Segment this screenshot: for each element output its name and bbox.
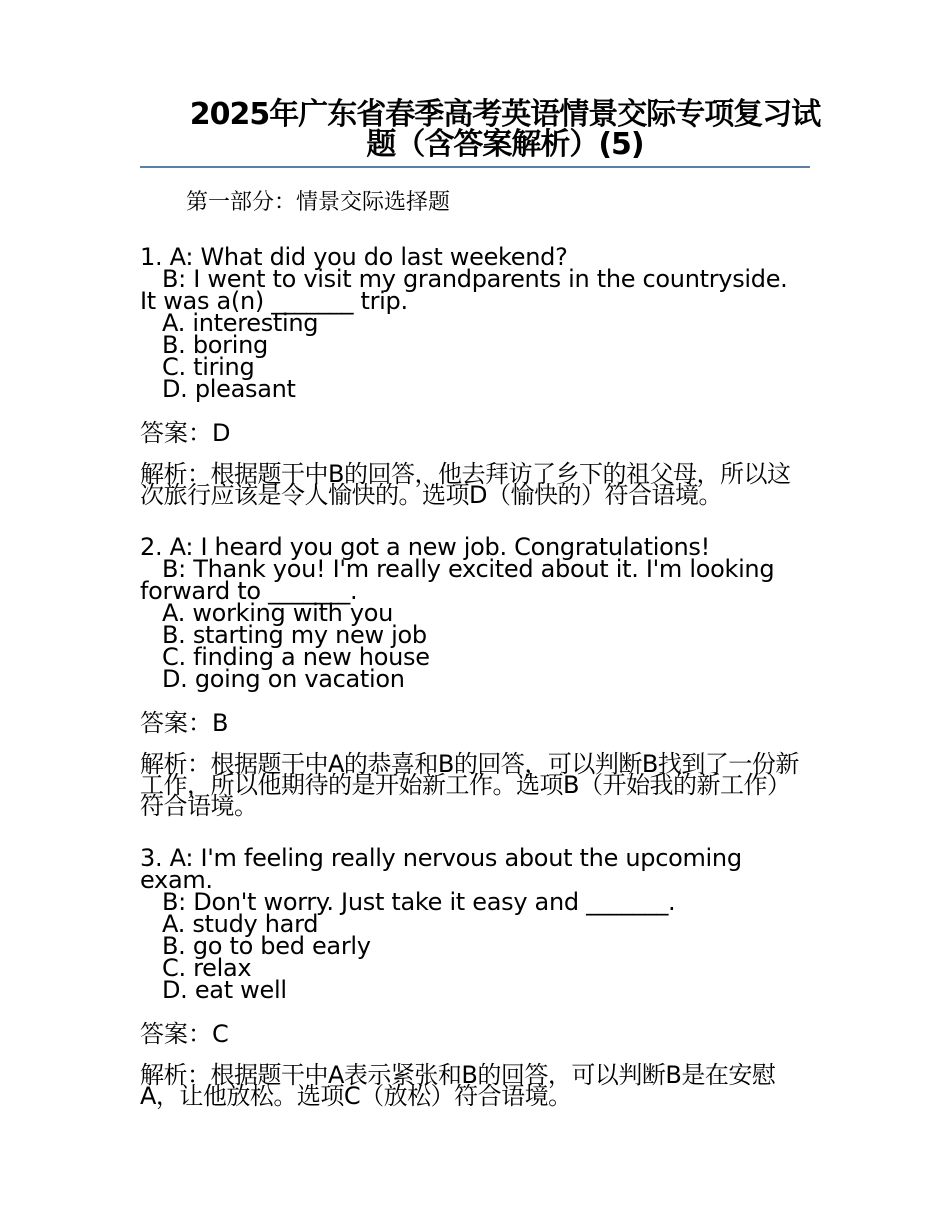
question-response: B: Thank you! I'm really excited about it. I'm looking forward to _______.: [140, 555, 775, 605]
question-response: B: I went to visit my grandparents in the countryside. It was a(n) _______ trip.: [140, 265, 788, 315]
option: A. interesting: [162, 309, 319, 337]
question-block: [140, 533, 810, 693]
explanation: 解析：根据题干中B的回答，他去拜访了乡下的祖父母，所以这次旅行应该是令人愉快的。选项D（愉快的）符合语境。: [140, 460, 791, 509]
title-divider: [140, 166, 810, 168]
explanation: 解析：根据题干中A表示紧张和B的回答，可以判断B是在安慰A，让他放松。选项C（放松）符合语境。: [140, 1061, 776, 1110]
question-prompt: 1. A: What did you do last weekend?: [140, 243, 568, 271]
document-page: [140, 97, 821, 1110]
option: C. finding a new house: [162, 643, 430, 671]
answer: 答案：D: [140, 419, 231, 447]
option: D. eat well: [162, 976, 287, 1004]
question-block: [140, 844, 810, 1004]
question-prompt: 2. A: I heard you got a new job. Congratulations!: [140, 533, 710, 561]
explanation: 解析：根据题干中A的恭喜和B的回答，可以判断B找到了一份新工作，所以他期待的是开始新工作。选项B（开始我的新工作）符合语境。: [140, 750, 799, 820]
option: B. boring: [162, 331, 268, 359]
option: A. study hard: [162, 910, 319, 938]
option: A. working with you: [162, 599, 394, 627]
section-heading: 第一部分：情景交际选择题: [186, 190, 451, 215]
answer: 答案：B: [140, 709, 229, 737]
question-prompt: 3. A: I'm feeling really nervous about the upcoming exam.: [140, 844, 742, 894]
option: C. relax: [162, 954, 252, 982]
question-response: B: Don't worry. Just take it easy and _______.: [162, 888, 676, 916]
option: C. tiring: [162, 353, 255, 381]
option: B. go to bed early: [162, 932, 371, 960]
option: B. starting my new job: [162, 621, 427, 649]
question-block: [140, 243, 810, 403]
answer: 答案：C: [140, 1020, 229, 1048]
option: D. pleasant: [162, 375, 296, 403]
option: D. going on vacation: [162, 665, 405, 693]
page-title: 2025年广东省春季高考英语情景交际专项复习试题（含答案解析）(5): [189, 97, 821, 162]
